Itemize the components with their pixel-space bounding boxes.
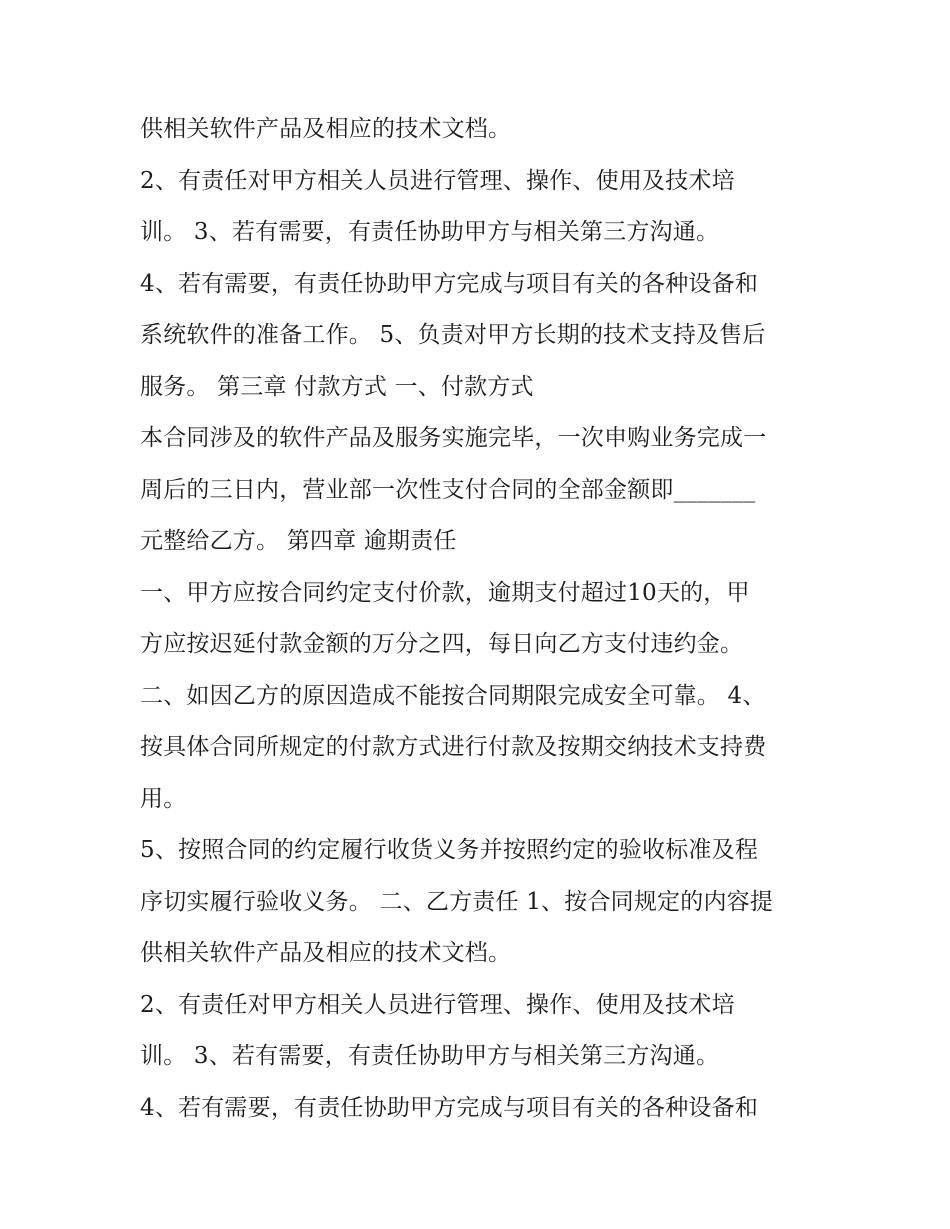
text-line: 方应按迟延付款金额的万分之四，每日向乙方支付违约金。 xyxy=(140,631,744,657)
text-line: 2、有责任对甲方相关人员进行管理、操作、使用及技术培 xyxy=(140,167,735,194)
text-line: 服务。 第三章 付款方式 一、付款方式 xyxy=(140,373,534,400)
text-line: 供相关软件产品及相应的技术文档。 xyxy=(140,116,512,142)
text-line: 一、甲方应按合同约定支付价款，逾期支付超过10天的，甲 xyxy=(140,579,750,606)
text-line: 4、若有需要，有责任协助甲方完成与项目有关的各种设备和 xyxy=(140,270,759,297)
text-line: 训。 3、若有需要，有责任协助甲方与相关第三方沟通。 xyxy=(140,1043,720,1069)
text-line: 本合同涉及的软件产品及服务实施完毕，一次申购业务完成一 xyxy=(140,425,767,451)
text-line: 按具体合同所规定的付款方式进行付款及按期交纳技术支持费 xyxy=(140,734,767,760)
text-line: 2、有责任对甲方相关人员进行管理、操作、使用及技术培 xyxy=(140,991,735,1018)
text-line: 4、若有需要，有责任协助甲方完成与项目有关的各种设备和 xyxy=(140,1094,759,1121)
text-line: 系统软件的准备工作。 5、负责对甲方长期的技术支持及售后 xyxy=(140,322,766,348)
text-line: 供相关软件产品及相应的技术文档。 xyxy=(140,940,512,966)
text-line: 元整给乙方。 第四章 逾期责任 xyxy=(140,528,457,554)
text-line: 周后的三日内，营业部一次性支付合同的全部金额即_______ xyxy=(140,476,756,503)
text-line: 二、如因乙方的原因造成不能按合同期限完成安全可靠。 4、 xyxy=(140,682,766,709)
document-body xyxy=(140,104,830,1134)
text-line: 训。 3、若有需要，有责任协助甲方与相关第三方沟通。 xyxy=(140,219,720,245)
text-line: 序切实履行验收义务。 二、乙方责任 1、按合同规定的内容提 xyxy=(140,888,774,915)
text-line: 5、按照合同的约定履行收货义务并按照约定的验收标准及程 xyxy=(140,837,759,863)
text-line: 用。 xyxy=(140,785,187,812)
